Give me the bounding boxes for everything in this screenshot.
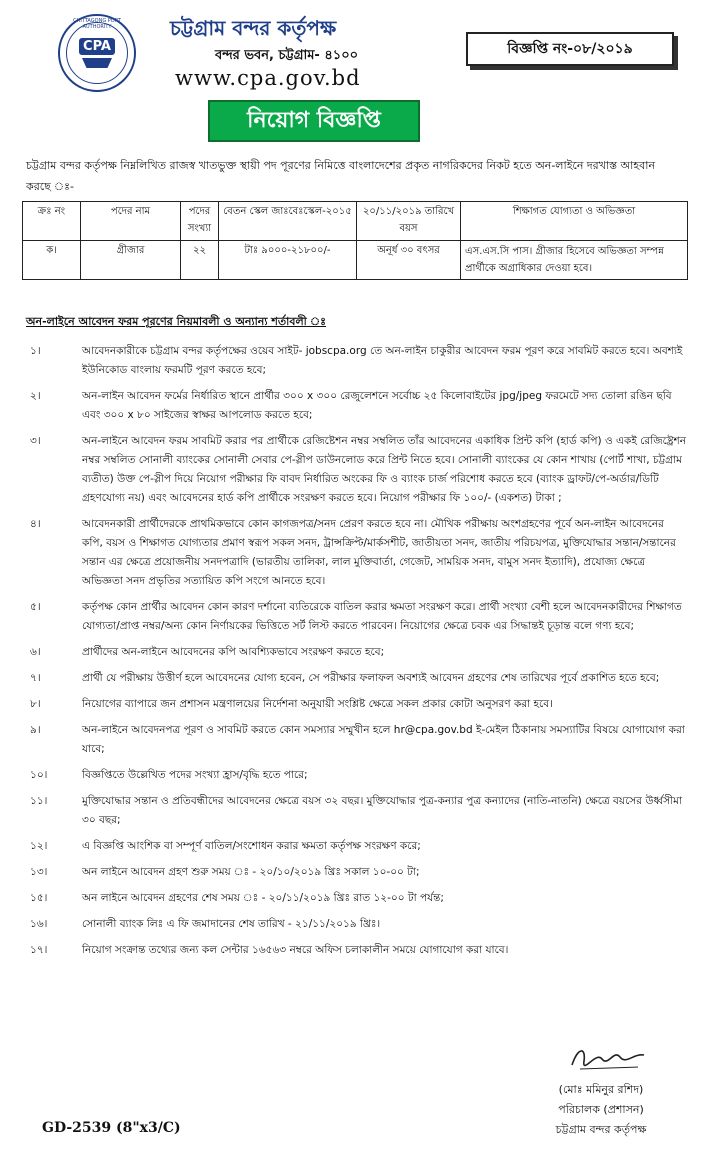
cell-post-count: ২২ bbox=[181, 241, 219, 280]
rule-number: ১৭। bbox=[30, 944, 48, 956]
rule-number: ১০। bbox=[30, 769, 48, 781]
col-serial: ক্রঃ নং bbox=[23, 202, 81, 241]
list-item bbox=[26, 863, 686, 882]
rules-list bbox=[26, 342, 686, 967]
rule-text: নিয়োগ সংক্রান্ত তথ্যের জন্য কল সেন্টার ১৬৫৬৩ নম্বরে অফিস চলাকালীন সময়ে যোগাযোগ করা যাবে। bbox=[82, 944, 509, 956]
list-item bbox=[26, 695, 686, 714]
rule-text: অন লাইনে আবেদন গ্রহণের শেষ সময় ঃ - ২০/১১/২০১৯ খ্রিঃ রাত ১২-০০ টা পর্যন্ত; bbox=[82, 892, 444, 904]
rule-number: ৯। bbox=[30, 724, 41, 736]
logo-ring-text: CHITTAGONG PORT AUTHORITY bbox=[73, 18, 121, 30]
col-qualification: শিক্ষাগত যোগ্যতা ও অভিজ্ঞতা bbox=[461, 202, 688, 241]
table-row bbox=[23, 241, 688, 280]
list-item bbox=[26, 342, 686, 380]
logo-mark: CPA bbox=[79, 38, 115, 55]
rule-text: এ বিজ্ঞপ্তি আংশিক বা সম্পূর্ণ বাতিল/সংশোধন করার ক্ষমতা কর্তৃপক্ষ সংরক্ষণ করে; bbox=[82, 840, 421, 852]
rule-number: ২। bbox=[30, 390, 41, 402]
rule-number: ৭। bbox=[30, 672, 41, 684]
org-website: www.cpa.gov.bd bbox=[175, 66, 361, 90]
list-item bbox=[26, 598, 686, 636]
rule-text: অন-লাইনে আবেদন ফরম সাবমিট করার পর প্রার্থীকে রেজিষ্টেশন নম্বর সম্বলিত তাঁর আবেদনের একাধিক প্রিন্ট কপি (হার্ড কপি) ও একই রেজিষ্ট্রেশন নম্বর সম্বলিত সোনালী ব্যাংকের সোনালী সেবার পে-স্লীপ ডাউনলোড করে প্রিন্ট নিতে হবে। সোনালী ব্যাংকের যে কোন শাখায় (পোর্ট শাখা, চট্টগ্রাম ব্যতীত) উক্ত পে-স্লীপ দিয়ে নিয়োগ পরীক্ষার ফি বাবদ নির্ধারিত অংকের ফি ও ব্যাংক চার্জ পরিশোধ করতে হবে (ব্যাংক ড্রাফট/পে-অর্ডার/ডিটি গ্রহণযোগ্য নয়) এবং আবেদনের হার্ড কপি প্রার্থীকে সংরক্ষণ করতে হবে। নিয়োগ পরীক্ষার ফি ১০০/- (একশত) টাকা ; bbox=[82, 435, 686, 504]
rule-text: সোনালী ব্যাংক লিঃ এ ফি জমাদানের শেষ তারিখ - ২১/১১/২০১৯ খ্রিঃ। bbox=[82, 918, 381, 930]
rule-text: অন-লাইনে আবেদনপত্র পূরণ ও সাবমিট করতে কোন সমস্যার সম্মুখীন হলে hr@cpa.gov.bd ই-মেইল ঠিকানায় সমস্যাটির বিষয়ে যোগাযোগ করা যাবে; bbox=[82, 724, 685, 755]
rule-number: ১। bbox=[30, 345, 41, 357]
col-post-name: পদের নাম bbox=[81, 202, 181, 241]
col-post-count: পদের সংখ্যা bbox=[181, 202, 219, 241]
signature-block bbox=[516, 1080, 686, 1140]
ship-icon bbox=[82, 58, 112, 68]
list-item bbox=[26, 643, 686, 662]
rule-text: আবেদনকারীকে চট্টগ্রাম বন্দর কর্তৃপক্ষের ওয়েব সাইট- jobscpa.org তে অন-লাইন চাকুরীর আবেদন ফরম পূরণ করে সাবমিট করতে হবে। অবশ্যই ইউনিকোড বাংলায় ফরমটি পূরণ করতে হবে; bbox=[82, 345, 683, 376]
rule-text: প্রার্থীদের অন-লাইনে আবেদনের কপি আবশ্যিকভাবে সংরক্ষণ করতে হবে; bbox=[82, 646, 385, 658]
cell-serial: ক। bbox=[23, 241, 81, 280]
list-item bbox=[26, 889, 686, 908]
rule-number: ১১। bbox=[30, 795, 48, 807]
cell-post-name: গ্রীজার bbox=[81, 241, 181, 280]
rule-text: আবেদনকারী প্রার্থীদেরকে প্রাথমিকভাবে কোন কাগজপত্র/সনদ প্রেরণ করতে হবে না। মৌখিক পরীক্ষায় অংশগ্রহণের পূর্বে অন-লাইন আবেদনের কপি, বয়স ও শিক্ষাগত যোগ্যতার প্রমাণ স্বরূপ সকল সনদ, ট্রান্সক্রিপ্ট/মার্কসশীট, জাতীয়তা সনদ, জাতীয় পরিচয়পত্র, মুক্তিযোদ্ধার সন্তান/সন্তানের সন্তান এর ক্ষেত্রে প্রয়োজনীয় সনদপত্রাদি (ভারতীয় তালিকা, লাল মুক্তিবার্তা, গেজেট, সাময়িক সনদ, বামুস সনদ ইত্যাদি), প্রযোজ্য ক্ষেত্রে অভিজ্ঞতা সনদ প্রভৃতির সত্যায়িত কপি সংগে আনতে হবে। bbox=[82, 518, 676, 587]
signatory-name: (মোঃ মমিনুর রশিদ) bbox=[558, 1083, 644, 1096]
cpa-logo-icon bbox=[58, 14, 136, 92]
rules-heading: অন-লাইনে আবেদন ফরম পূরণের নিয়মাবলী ও অন্যান্য শর্তাবলী ঃ bbox=[26, 315, 327, 328]
list-item bbox=[26, 669, 686, 688]
rule-number: ৫। bbox=[30, 601, 41, 613]
list-item bbox=[26, 766, 686, 785]
rule-number: ১২। bbox=[30, 840, 48, 852]
rule-number: ১৬। bbox=[30, 918, 48, 930]
rule-text: বিজ্ঞপ্তিতে উল্লেখিত পদের সংখ্যা হ্রাস/বৃদ্ধি হতে পারে; bbox=[82, 769, 308, 781]
rule-number: ১৩। bbox=[30, 866, 48, 878]
rule-number: ৩। bbox=[30, 435, 41, 447]
rule-number: ৬। bbox=[30, 646, 41, 658]
rule-text: প্রার্থী যে পরীক্ষায় উত্তীর্ণ হলে আবেদনের যোগ্য হবেন, সে পরীক্ষার ফলাফল অবশ্যই আবেদন গ্রহণের শেষ তারিখের পূর্বে প্রকাশিত হতে হবে; bbox=[82, 672, 660, 684]
footer-code: GD-2539 (8"x3/C) bbox=[42, 1120, 181, 1136]
col-pay-scale: বেতন স্কেল জাঃবেঃস্কেল-২০১৫ bbox=[219, 202, 357, 241]
list-item bbox=[26, 837, 686, 856]
posts-table bbox=[22, 201, 688, 280]
list-item bbox=[26, 792, 686, 830]
rule-text: নিয়োগের ব্যাপারে জন প্রশাসন মন্ত্রণালয়ের নির্দেশনা অনুযায়ী সংশ্লিষ্ট ক্ষেত্রে সকল প্রকার কোটা অনুসরণ করা হবে। bbox=[82, 698, 553, 710]
org-name: চট্টগ্রাম বন্দর কর্তৃপক্ষ bbox=[170, 16, 337, 40]
rule-text: অন-লাইন আবেদন ফর্মের নির্ধারিত স্থানে প্রার্থীর ৩০০ x ৩০০ রেজুলেশনে সর্বোচ্চ ২৫ কিলোবাইটের jpg/jpeg ফরমেটে সদ্য তোলা রঙিন ছবি এবং ৩০০ x ৮০ সাইজের স্বাক্ষর আপলোড করতে হবে; bbox=[82, 390, 672, 421]
cell-pay-scale: টাঃ ৯০০০-২১৮০০/- bbox=[219, 241, 357, 280]
cell-age: অনূর্ধ ৩০ বৎসর bbox=[357, 241, 461, 280]
list-item bbox=[26, 941, 686, 960]
rule-text: মুক্তিযোদ্ধার সন্তান ও প্রতিবন্ধীদের আবেদনের ক্ষেত্রে বয়স ৩২ বছর। মুক্তিযোদ্ধার পুত্র-কন্যার পুত্র কন্যাদের (নাতি-নাতনি) ক্ষেত্রে বয়সের উর্ধ্বসীমা ৩০ বছর; bbox=[82, 795, 683, 826]
list-item bbox=[26, 515, 686, 591]
rule-text: অন লাইনে আবেদন গ্রহণ শুরু সময় ঃ - ২০/১০/২০১৯ খ্রিঃ সকাল ১০-০০ টা; bbox=[82, 866, 420, 878]
table-header-row bbox=[23, 202, 688, 241]
list-item bbox=[26, 721, 686, 759]
list-item bbox=[26, 432, 686, 508]
notice-number: বিজ্ঞপ্তি নং-০৮/২০১৯ bbox=[466, 32, 674, 66]
rule-number: ৪। bbox=[30, 518, 41, 530]
rule-number: ৮। bbox=[30, 698, 41, 710]
cell-qualification: এস.এস.সি পাস। গ্রীজার হিসেবে অভিজ্ঞতা সম্পন্ন প্রার্থীকে অগ্রাধিকার দেওয়া হবে। bbox=[461, 241, 688, 280]
signatory-designation: পরিচালক (প্রশাসন) bbox=[558, 1103, 644, 1116]
page-title: নিয়োগ বিজ্ঞপ্তি bbox=[208, 100, 420, 142]
list-item bbox=[26, 915, 686, 934]
intro-paragraph: চট্টগ্রাম বন্দর কর্তৃপক্ষ নিম্নলিখিত রাজস্ব খাতভুক্ত স্থায়ী পদ পূরণের নিমিত্তে বাংলাদেশের প্রকৃত নাগরিকদের নিকট হতে অন-লাইনে দরখাস্ত আহবান করছে ঃ- bbox=[26, 159, 656, 193]
signature-icon bbox=[568, 1043, 648, 1073]
org-address: বন্দর ভবন, চট্টগ্রাম- ৪১০০ bbox=[215, 48, 359, 63]
col-age: ২০/১১/২০১৯ তারিখে বয়স bbox=[357, 202, 461, 241]
rule-number: ১৫। bbox=[30, 892, 48, 904]
signatory-office: চট্টগ্রাম বন্দর কর্তৃপক্ষ bbox=[555, 1123, 647, 1136]
list-item bbox=[26, 387, 686, 425]
rule-text: কর্তৃপক্ষ কোন প্রার্থীর আবেদন কোন কারণ দর্শানো ব্যতিরেকে বাতিল করার ক্ষমতা সংরক্ষণ করে। প্রার্থী সংখ্যা বেশী হলে আবেদনকারীদের শিক্ষাগত যোগ্যতা/প্রাপ্ত নম্বর/অন্য কোন নির্ণায়কের ভিত্তিতে সর্ট লিস্ট করতে পারবেন। নিয়োগের ক্ষেত্রে চবক এর সিদ্ধান্তই চূড়ান্ত বলে গণ্য হবে; bbox=[82, 601, 682, 632]
